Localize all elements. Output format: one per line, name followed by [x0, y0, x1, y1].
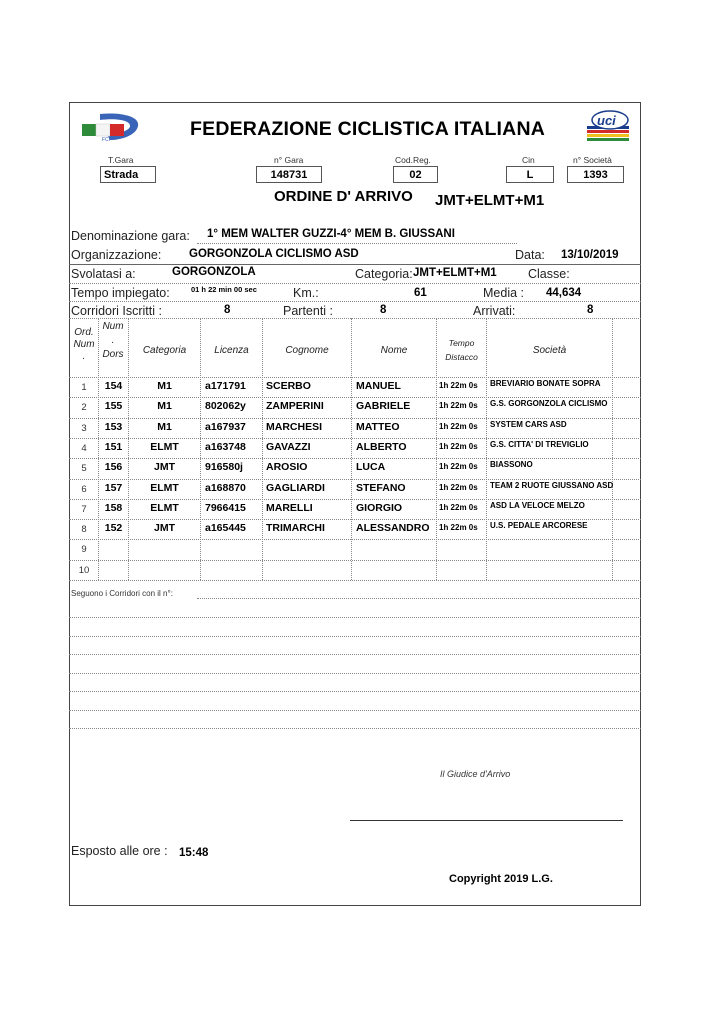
- cell-nome: GIORGIO: [356, 501, 403, 514]
- km-label: Km.:: [293, 286, 319, 300]
- t-gara-label: T.Gara: [108, 155, 134, 165]
- cell-licenza: a163748: [205, 440, 246, 453]
- cell-tempo: 1h 22m 0s: [439, 381, 478, 390]
- cell-nome: ALESSANDRO: [356, 522, 430, 535]
- cell-licenza: a165445: [205, 522, 246, 535]
- cell-ord: 9: [81, 544, 87, 556]
- rule: [69, 283, 641, 284]
- cell-tempo: 1h 22m 0s: [439, 441, 478, 451]
- row-divider: [69, 458, 641, 459]
- row-divider: [69, 539, 641, 540]
- copyright: Copyright 2019 L.G.: [449, 873, 553, 885]
- cell-cognome: TRIMARCHI: [266, 522, 325, 535]
- cell-num: 153: [104, 420, 123, 433]
- categories-title: JMT+ELMT+M1: [435, 192, 545, 209]
- svolatasi-label: Svolatasi a:: [71, 267, 136, 281]
- arrivati-label: Arrivati:: [473, 304, 516, 318]
- cell-num: 152: [104, 522, 123, 535]
- rule: [262, 318, 263, 580]
- organizzazione-value: GORGONZOLA CICLISMO ASD: [189, 248, 359, 260]
- header-tempo-line1: Tempo: [448, 338, 475, 348]
- cell-licenza: a171791: [205, 380, 246, 392]
- cell-categoria: ELMT: [150, 440, 179, 453]
- cell-cognome: MARCHESI: [266, 420, 323, 433]
- cell-licenza: 7966415: [205, 501, 246, 514]
- fci-logo-text: FCI: [102, 137, 111, 142]
- rule: [200, 318, 201, 580]
- cell-categoria: JMT: [154, 461, 175, 474]
- data-value: 13/10/2019: [561, 249, 619, 261]
- cell-cognome: ZAMPERINI: [266, 400, 324, 413]
- cell-categoria: ELMT: [150, 481, 179, 494]
- rule: [69, 301, 641, 302]
- cell-societa: U.S. PEDALE ARCORESE: [490, 521, 588, 531]
- header-num-line3: Dors: [102, 349, 124, 360]
- cell-num: 158: [104, 501, 123, 514]
- cell-licenza: a168870: [205, 481, 246, 494]
- rule: [69, 673, 641, 674]
- cell-societa: G.S. CITTA' DI TREVIGLIO: [490, 439, 589, 449]
- rule: [69, 636, 641, 637]
- cell-tempo: 1h 22m 0s: [439, 523, 478, 533]
- cin-value: L: [506, 166, 554, 183]
- denominazione-value: 1° MEM WALTER GUZZI-4° MEM B. GIUSSANI: [207, 228, 455, 240]
- cell-tempo: 1h 22m 0s: [439, 401, 478, 411]
- rule: [351, 318, 352, 580]
- rule: [486, 318, 487, 580]
- header-ord-line2: Num: [73, 339, 95, 350]
- header-nome: Nome: [380, 345, 408, 356]
- cell-nome: STEFANO: [356, 481, 406, 494]
- rule: [69, 377, 641, 378]
- tempo-value: 01 h 22 min 00 sec: [191, 285, 257, 294]
- cell-ord: 2: [81, 402, 87, 414]
- tempo-label: Tempo impiegato:: [71, 286, 170, 300]
- fci-logo: [80, 112, 142, 142]
- cell-num: 151: [104, 440, 123, 453]
- classe-label: Classe:: [528, 267, 570, 281]
- cell-ord: 3: [81, 422, 87, 434]
- arrivati-value: 8: [587, 304, 594, 316]
- n-gara-label: n° Gara: [274, 155, 304, 165]
- cin-label: Cin: [522, 155, 535, 165]
- cell-societa: ASD LA VELOCE MELZO: [490, 500, 585, 510]
- t-gara-value: Strada: [100, 166, 156, 183]
- cell-societa: G.S. GORGONZOLA CICLISMO: [490, 399, 608, 409]
- rule: [69, 264, 641, 265]
- cell-ord: 4: [81, 442, 87, 454]
- cell-ord: 6: [81, 483, 87, 495]
- cell-categoria: M1: [157, 420, 172, 433]
- header-categoria: Categoria: [142, 345, 187, 356]
- header-ord-line3: .: [82, 351, 86, 362]
- header-societa: Società: [532, 345, 567, 356]
- giudice-label: Il Giudice d'Arrivo: [440, 769, 511, 779]
- uci-logo-text: uci: [597, 113, 616, 128]
- cell-num: 157: [104, 481, 123, 494]
- organizzazione-label: Organizzazione:: [71, 248, 162, 262]
- row-divider: [69, 560, 641, 561]
- esposto-label: Esposto alle ore :: [71, 844, 168, 858]
- uci-logo: [585, 110, 631, 144]
- signature-line: [350, 820, 623, 821]
- seguono-label: Seguono i Corridori con il n°:: [71, 589, 173, 598]
- cell-tempo: 1h 22m 0s: [439, 482, 478, 492]
- partenti-value: 8: [380, 304, 387, 316]
- cell-ord: 5: [81, 463, 87, 475]
- km-value: 61: [414, 287, 427, 299]
- row-divider: [69, 438, 641, 439]
- ordine-arrivo-title: ORDINE D' ARRIVO: [274, 188, 413, 205]
- cell-cognome: SCERBO: [266, 380, 311, 392]
- rule: [69, 318, 641, 319]
- header-tempo: [437, 336, 486, 364]
- header-cognome: Cognome: [285, 345, 329, 356]
- row-divider: [69, 397, 641, 398]
- cell-nome: MANUEL: [356, 380, 401, 392]
- cell-ord: 1: [81, 382, 87, 393]
- denominazione-label: Denominazione gara:: [71, 229, 190, 243]
- data-label: Data:: [515, 248, 545, 262]
- cell-num: 155: [104, 400, 123, 413]
- cell-categoria: M1: [157, 380, 172, 392]
- header-num-line2: .: [111, 335, 115, 346]
- federation-title: FEDERAZIONE CICLISTICA ITALIANA: [190, 118, 546, 140]
- n-societa-value: 1393: [567, 166, 624, 183]
- categoria-value: JMT+ELMT+M1: [413, 267, 497, 279]
- cod-reg-label: Cod.Reg.: [395, 155, 431, 165]
- cell-ord: 7: [81, 503, 87, 515]
- cell-ord: 10: [78, 564, 90, 576]
- rule: [69, 728, 641, 729]
- cell-tempo: 1h 22m 0s: [439, 502, 478, 512]
- cell-tempo: 1h 22m 0s: [439, 421, 478, 431]
- cell-nome: ALBERTO: [356, 440, 407, 453]
- cell-licenza: 916580j: [205, 461, 243, 474]
- row-divider: [69, 519, 641, 520]
- iscritti-label: Corridori Iscritti :: [71, 304, 162, 318]
- cell-licenza: 802062y: [205, 400, 246, 413]
- cell-cognome: AROSIO: [266, 461, 308, 474]
- header-num: [99, 320, 127, 362]
- cell-nome: LUCA: [356, 461, 386, 474]
- cell-nome: MATTEO: [356, 420, 400, 433]
- esposto-value: 15:48: [179, 847, 209, 859]
- rule: [69, 710, 641, 711]
- cell-societa: TEAM 2 RUOTE GIUSSANO ASD: [490, 480, 614, 490]
- cell-nome: GABRIELE: [356, 400, 411, 413]
- rule: [69, 691, 641, 692]
- rule: [69, 617, 641, 618]
- media-label: Media :: [483, 286, 524, 300]
- n-societa-label: n° Società: [573, 155, 612, 165]
- header-licenza: Licenza: [214, 345, 249, 356]
- cell-societa: BIASSONO: [490, 460, 533, 470]
- rule: [197, 598, 641, 599]
- cell-ord: 8: [81, 524, 87, 536]
- cell-categoria: ELMT: [150, 501, 179, 514]
- svolatasi-value: GORGONZOLA: [172, 266, 256, 278]
- cod-reg-value: 02: [393, 166, 438, 183]
- header-tempo-line2: Distacco: [445, 352, 478, 362]
- cell-cognome: GAGLIARDI: [266, 481, 325, 494]
- cell-licenza: a167937: [205, 420, 246, 433]
- header-num-line1: Num: [102, 321, 124, 332]
- cell-cognome: MARELLI: [266, 501, 313, 514]
- cell-categoria: JMT: [154, 522, 175, 535]
- rule: [197, 243, 517, 244]
- cell-societa: SYSTEM CARS ASD: [490, 419, 567, 429]
- categoria-label: Categoria:: [355, 267, 413, 281]
- cell-num: 156: [104, 461, 123, 474]
- cell-tempo: 1h 22m 0s: [439, 462, 478, 472]
- media-value: 44,634: [546, 287, 582, 299]
- cell-cognome: GAVAZZI: [266, 440, 311, 453]
- n-gara-value: 148731: [256, 166, 322, 183]
- rule: [612, 318, 613, 580]
- partenti-label: Partenti :: [283, 304, 334, 318]
- row-divider: [69, 580, 641, 581]
- header-ord-line1: Ord.: [74, 327, 94, 338]
- rule: [69, 654, 641, 655]
- iscritti-value: 8: [224, 304, 231, 316]
- header-ord: [71, 327, 97, 363]
- cell-num: 154: [104, 380, 123, 392]
- cell-societa: BREVIARIO BONATE SOPRA: [490, 379, 601, 388]
- cell-categoria: M1: [157, 400, 172, 413]
